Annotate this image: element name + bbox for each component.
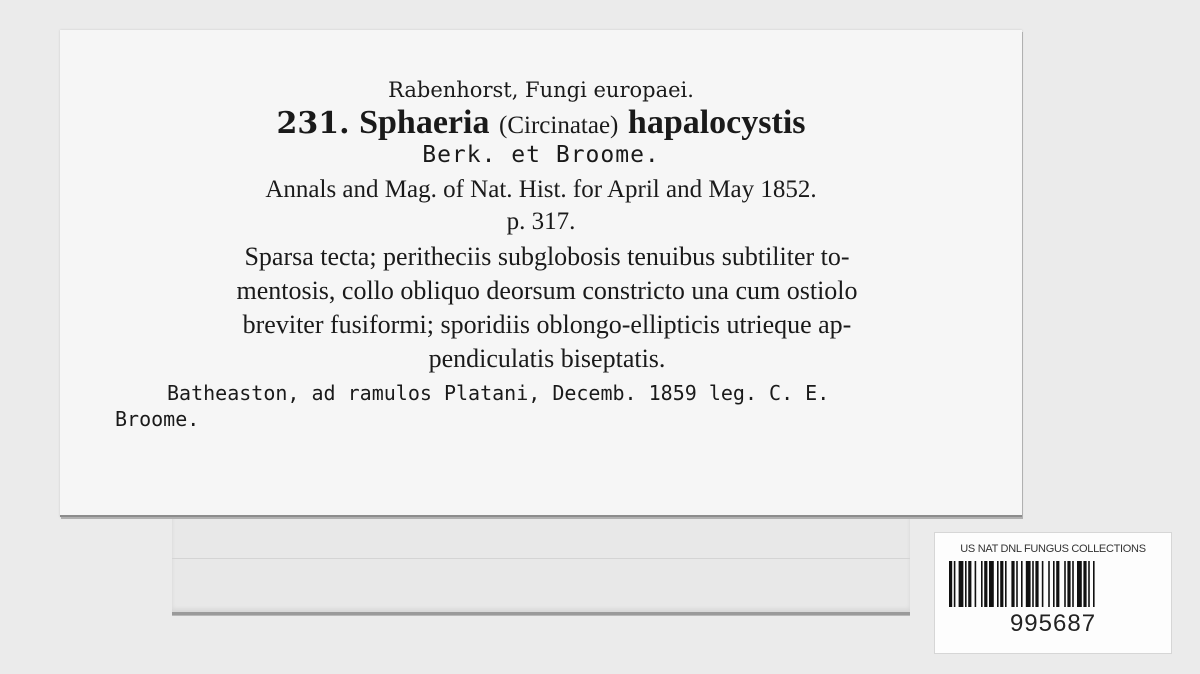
exsiccata-number: 231. (276, 106, 350, 141)
publication-reference: Annals and Mag. of Nat. Hist. for April and May 1852. (265, 176, 817, 203)
publication-page: p. 317. (506, 208, 576, 235)
description-line: breviter fusiformi; sporidiis oblongo-ellipticis utrieque ap- (242, 310, 852, 339)
institution-text: US NAT DNL FUNGUS COLLECTIONS (960, 543, 1146, 555)
description-line: mentosis, collo obliquo deorsum constricto una cum ostiolo (236, 276, 858, 305)
latin-description (108, 240, 986, 376)
envelope-fold (172, 500, 910, 615)
genus-name: Sphaeria (359, 104, 490, 141)
locality-collector (115, 380, 995, 432)
locality-line: Batheaston, ad ramulos Platani, Decemb. 1859 leg. C. E. (167, 381, 830, 405)
fold-crease (172, 558, 910, 559)
species-heading (60, 104, 1022, 142)
author-citation: Berk. et Broome. (422, 142, 660, 168)
species-epithet: hapalocystis (627, 104, 806, 141)
collector-line: Broome. (115, 407, 200, 431)
section-name: (Circinatae) (499, 112, 619, 139)
description-line: pendiculatis biseptatis. (428, 344, 666, 373)
barcode-bars (949, 561, 1155, 607)
barcode-sticker (934, 532, 1172, 654)
description-line: Sparsa tecta; peritheciis subglobosis tenuibus subtiliter to- (244, 242, 850, 271)
barcode-number: 995687 (1009, 610, 1097, 637)
series-title: Rabenhorst, Fungi europaei. (388, 78, 694, 102)
specimen-label (60, 30, 1022, 517)
